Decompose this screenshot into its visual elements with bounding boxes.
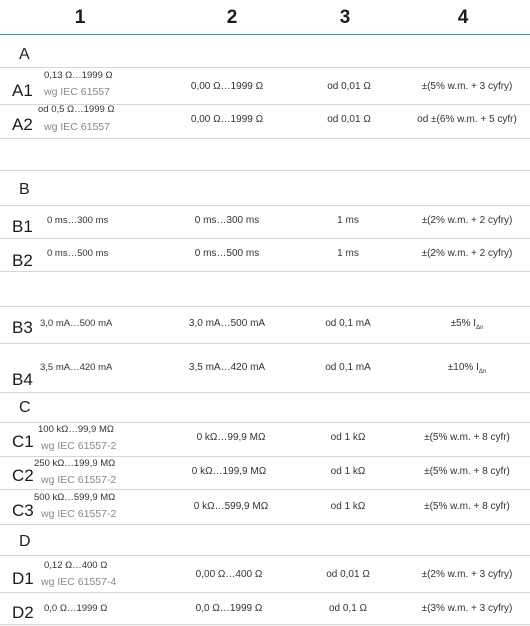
range-value: 3,5 mA…420 mA xyxy=(40,362,113,373)
range-value: od 0,5 Ω…1999 Ω xyxy=(38,104,115,115)
accuracy: ±(5% w.m. + 8 cyfr) xyxy=(424,466,510,477)
row-divider xyxy=(0,555,530,556)
row-code: B3 xyxy=(12,318,33,337)
row-code: B2 xyxy=(12,251,33,270)
section-label-b: B xyxy=(19,181,30,198)
row-divider xyxy=(0,238,530,239)
row-divider xyxy=(0,306,530,307)
range-value: 0,0 Ω…1999 Ω xyxy=(44,603,108,614)
row-divider xyxy=(0,271,530,272)
row-divider xyxy=(0,489,530,490)
row-divider xyxy=(0,524,530,525)
row-code: B4 xyxy=(12,370,33,389)
accuracy: ±(2% w.m. + 3 cyfry) xyxy=(421,569,513,580)
resolution: od 1 kΩ xyxy=(330,501,366,512)
row-code: D2 xyxy=(12,603,34,622)
display-range: 3,0 mA…500 mA xyxy=(188,318,266,329)
display-range: 0 ms…300 ms xyxy=(194,215,260,226)
range-value: 100 kΩ…99,9 MΩ xyxy=(38,424,114,435)
display-range: 0,0 Ω…1999 Ω xyxy=(195,603,263,614)
row-code: A1 xyxy=(12,81,33,100)
display-range: 0 ms…500 ms xyxy=(194,248,260,259)
accuracy: ±(5% w.m. + 8 cyfr) xyxy=(424,432,510,443)
row-code: D1 xyxy=(12,569,34,588)
accuracy: ±(5% w.m. + 3 cyfry) xyxy=(421,81,513,92)
accuracy: ±(2% w.m. + 2 cyfry) xyxy=(421,248,513,259)
column-header-4: 4 xyxy=(457,7,469,28)
row-divider xyxy=(0,205,530,206)
row-divider xyxy=(0,343,530,344)
display-range: 0 kΩ…599,9 MΩ xyxy=(193,501,269,512)
range-value: 0 ms…500 ms xyxy=(47,248,109,259)
display-range: 0,00 Ω…1999 Ω xyxy=(190,81,264,92)
column-header-2: 2 xyxy=(226,7,238,28)
row-divider xyxy=(0,456,530,457)
resolution: od 0,01 Ω xyxy=(327,81,371,92)
row-code: C3 xyxy=(12,501,34,520)
range-value: 0,12 Ω…400 Ω xyxy=(44,560,108,571)
resolution: od 1 kΩ xyxy=(330,432,366,443)
column-header-3: 3 xyxy=(339,7,351,28)
row-code: C2 xyxy=(12,466,34,485)
row-code: B1 xyxy=(12,217,33,236)
column-header-1: 1 xyxy=(74,7,86,28)
resolution: od 1 kΩ xyxy=(330,466,366,477)
range-value: 250 kΩ…199,9 MΩ xyxy=(34,458,116,469)
resolution: od 0,01 Ω xyxy=(326,569,370,580)
resolution: 1 ms xyxy=(337,215,359,226)
row-divider xyxy=(0,592,530,593)
standard-note: wg IEC 61557-4 xyxy=(41,576,117,588)
display-range: 0,00 Ω…1999 Ω xyxy=(190,114,264,125)
range-value: 0 ms…300 ms xyxy=(47,215,109,226)
row-divider xyxy=(0,422,530,423)
resolution: od 0,01 Ω xyxy=(327,114,371,125)
accuracy-text: ±5% I xyxy=(450,318,477,329)
display-range: 3,5 mA…420 mA xyxy=(188,362,266,373)
accuracy xyxy=(451,318,484,331)
accuracy: ±(3% w.m. + 3 cyfry) xyxy=(421,603,513,614)
range-value: 0,13 Ω…1999 Ω xyxy=(44,70,113,81)
row-divider xyxy=(0,392,530,393)
accuracy: ±(5% w.m. + 8 cyfr) xyxy=(424,501,510,512)
row-code: A2 xyxy=(12,115,33,134)
standard-note: wg IEC 61557-2 xyxy=(41,440,117,452)
standard-note: wg IEC 61557 xyxy=(44,121,110,133)
display-range: 0 kΩ…99,9 MΩ xyxy=(196,432,266,443)
accuracy xyxy=(448,362,486,375)
accuracy-subscript: Δn xyxy=(478,369,487,375)
resolution: 1 ms xyxy=(337,248,359,259)
section-label-a: A xyxy=(19,46,30,63)
accuracy: od ±(6% w.m. + 5 cyfr) xyxy=(417,114,517,125)
row-code: C1 xyxy=(12,432,34,451)
display-range: 0,00 Ω…400 Ω xyxy=(195,569,263,580)
resolution: od 0,1 mA xyxy=(325,318,371,329)
row-divider xyxy=(0,67,530,68)
range-value: 500 kΩ…599,9 MΩ xyxy=(34,492,116,503)
accuracy-subscript: Δn xyxy=(476,325,484,331)
row-divider xyxy=(0,624,530,625)
row-divider xyxy=(0,170,530,171)
resolution: od 0,1 mA xyxy=(325,362,371,373)
accuracy: ±(2% w.m. + 2 cyfry) xyxy=(421,215,513,226)
accuracy-text: ±10% I xyxy=(447,362,479,373)
range-value: 3,0 mA…500 mA xyxy=(40,318,113,329)
row-divider xyxy=(0,138,530,139)
resolution: od 0,1 Ω xyxy=(328,603,368,614)
standard-note: wg IEC 61557-2 xyxy=(41,508,117,520)
standard-note: wg IEC 61557 xyxy=(44,86,110,98)
standard-note: wg IEC 61557-2 xyxy=(41,474,117,486)
table-header xyxy=(0,0,530,35)
display-range: 0 kΩ…199,9 MΩ xyxy=(191,466,267,477)
section-label-c: C xyxy=(19,399,31,416)
section-label-d: D xyxy=(19,533,31,550)
